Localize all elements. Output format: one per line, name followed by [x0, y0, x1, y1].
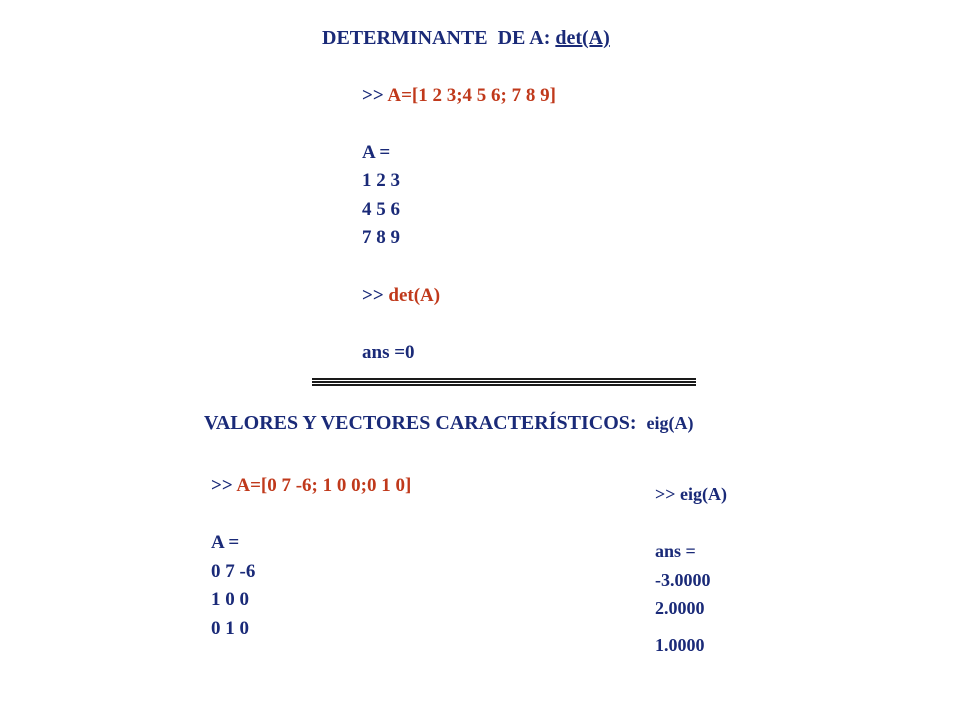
- det-command-line-1: [362, 86, 556, 105]
- det-title-prefix: DETERMINANTE DE A:: [322, 27, 556, 49]
- matrix-row: 1 0 0: [211, 589, 249, 610]
- eigenvalue: 2.0000: [655, 598, 705, 618]
- prompt: >>: [362, 85, 388, 106]
- eig-ans-label: ans =: [655, 541, 696, 561]
- matrix-row: 1 2 3: [362, 170, 400, 191]
- eigenvalue: 1.0000: [655, 635, 705, 655]
- matrix-row: 0 1 0: [211, 618, 249, 639]
- matrix-command: A=[0 7 -6; 1 0 0;0 1 0]: [236, 475, 412, 496]
- prompt: >>: [362, 285, 389, 306]
- matrix-command: A=[1 2 3;4 5 6; 7 8 9]: [387, 85, 556, 106]
- matrix-row: 4 5 6: [362, 199, 400, 220]
- det-command: det(A): [388, 285, 441, 306]
- matrix-label: A =: [211, 532, 240, 553]
- eig-command: >> eig(A): [655, 484, 727, 504]
- prompt: >>: [211, 475, 237, 496]
- matrix-row: 0 7 -6: [211, 561, 256, 582]
- eig-title-func: eig(A): [646, 413, 694, 433]
- det-title: [322, 28, 610, 48]
- det-command-line-2: [362, 286, 440, 305]
- eig-title-prefix: VALORES Y VECTORES CARACTERÍSTICOS:: [204, 412, 647, 434]
- section-divider: [312, 378, 696, 386]
- eig-command-line-1: [211, 476, 411, 495]
- det-result: ans =0: [362, 342, 415, 363]
- matrix-row: 7 8 9: [362, 227, 400, 248]
- matrix-label: A =: [362, 142, 391, 163]
- det-title-func: det(A): [555, 27, 610, 49]
- eig-title: [204, 413, 694, 433]
- eigenvalue: -3.0000: [655, 570, 711, 590]
